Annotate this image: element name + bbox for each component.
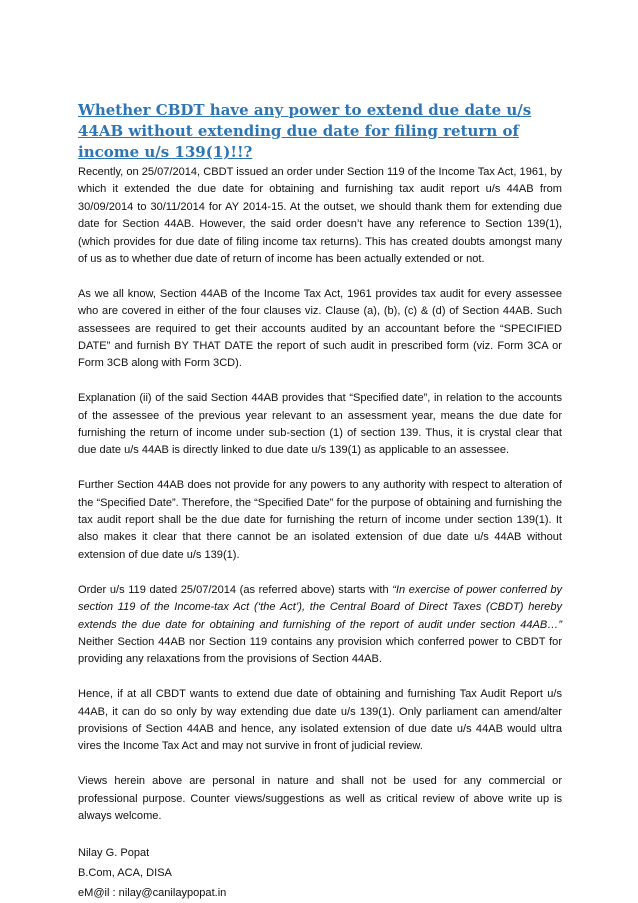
author-qualifications: B.Com, ACA, DISA (78, 866, 172, 879)
order-tail-text: Neither Section 44AB nor Section 119 contains any provision which conferred power to CBDT for providing any relaxations from the provisions of Section 44AB. (78, 635, 562, 666)
order-lead-text: Order u/s 119 dated 25/07/2014 (as referred above) starts with (78, 583, 393, 596)
paragraph-order (78, 582, 562, 669)
paragraph-intro: Recently, on 25/07/2014, CBDT issued an order under Section 119 of the Income Tax Act, 1961, by which it extended the due date for obtaining and furnishing tax audit report u/s 44AB from 30/09/2014 to 30/11/2014 for AY 2014-15. At the outset, we should thank them for extending due date for Section 44AB. However, the said order doesn’t have any reference to Section 139(1), (which provides for due date of filing income tax returns). This has created doubts amongst many of us as to whether due date of return of income has been actually extended or not. (78, 166, 562, 266)
signature-block (78, 843, 562, 903)
paragraph-section-44ab: As we all know, Section 44AB of the Income Tax Act, 1961 provides tax audit for every assessee who are covered in either of the four clauses viz. Clause (a), (b), (c) & (d) of Section 44AB. Such assessees are required to get their accounts audited by an accountant before the “SPECIFIED DATE” and furnish BY THAT DATE the report of such audit in prescribed form (viz. Form 3CA or Form 3CB along with Form 3CD). (78, 287, 562, 370)
author-name: Nilay G. Popat (78, 846, 150, 859)
paragraph-hence: Hence, if at all CBDT wants to extend due date of obtaining and furnishing Tax Audit Report u/s 44AB, it can do so only by way extending due date u/s 139(1). Only parliament can amend/alter provisions of Section 44AB and hence, any isolated extension of due date u/s 44AB would ultra vires the Income Tax Act and may not survive in front of judicial review. (78, 688, 562, 753)
paragraph-further: Further Section 44AB does not provide for any powers to any authority with respect to alteration of the “Specified Date”. Therefore, the “Specified Date” for the purpose of obtaining and furnishing the tax audit report shall be the due date for furnishing the return of income under section 139(1). It also makes it clear that there cannot be an isolated extension of due date u/s 44AB without extension of due date u/s 139(1). (78, 479, 562, 561)
article-title: Whether CBDT have any power to extend due date u/s 44AB without extending due date for filing return of income u/s 139(1)!!? (78, 101, 532, 161)
author-email: eM@il : nilay@canilaypopat.in (78, 886, 227, 899)
paragraph-disclaimer: Views herein above are personal in nature and shall not be used for any commercial or professional purpose. Counter views/suggestions as well as critical review of above write up is always welcome. (78, 775, 562, 822)
paragraph-explanation: Explanation (ii) of the said Section 44AB provides that “Specified date”, in relation to the accounts of the assessee of the previous year relevant to an assessment year, means the due date for furnishing the return of income under sub-section (1) of section 139. Thus, it is crystal clear that due date u/s 44AB is directly linked to due date u/s 139(1) as applicable to an assessee. (78, 392, 562, 457)
order-quote-text: “In exercise of power conferred by section 119 of the Income-tax Act (‘the Act’), the Central Board of Direct Taxes (CBDT) hereby extends the due date for obtaining and furnishing of the report of audit under section 44AB…” (78, 583, 562, 631)
